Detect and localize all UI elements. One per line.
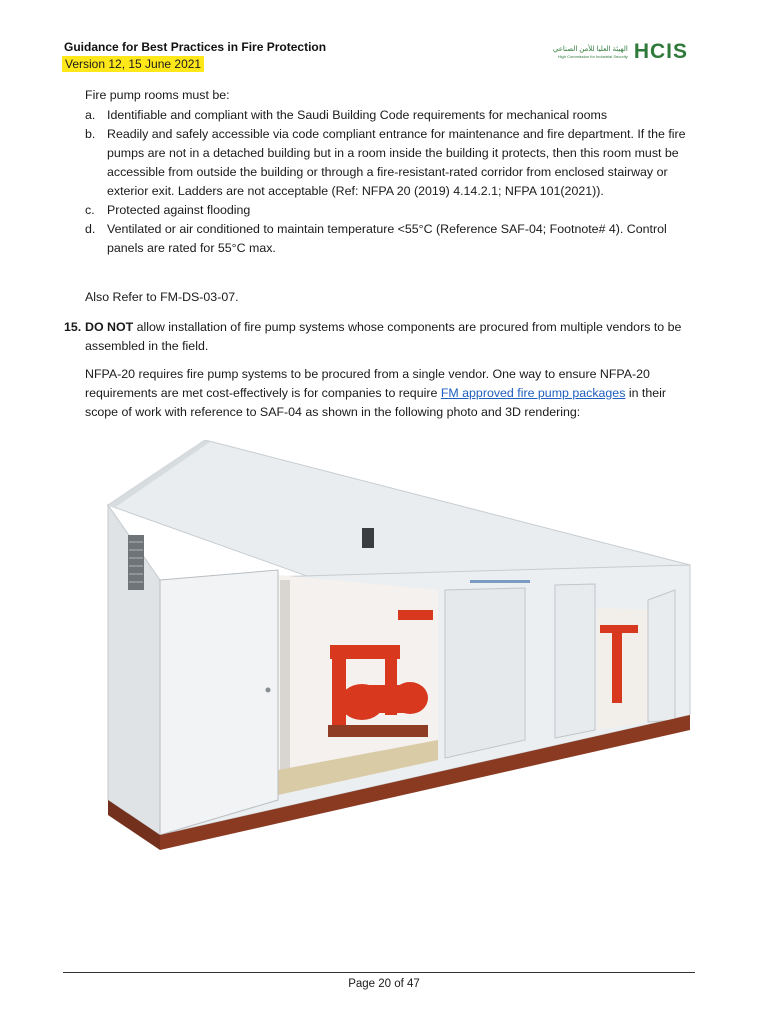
footer-divider: [63, 972, 695, 973]
logo-mark: HCIS: [633, 40, 688, 63]
list-item-text: Identifiable and compliant with the Saudi Building Code requirements for mechanical rooms: [107, 108, 608, 122]
list-item: [85, 220, 695, 258]
item-15-bold: DO NOT: [85, 320, 134, 334]
list-item-text: Ventilated or air conditioned to maintain temperature <55°C (Reference SAF-04; Footnote# 4). Control panels are rated for 55°C max.: [107, 222, 667, 255]
requirements-list: [85, 106, 695, 258]
logo-english-text: High Commission for Industrial Security: [557, 53, 628, 59]
list-item: [85, 125, 695, 201]
item-15: [64, 318, 694, 356]
paragraph-after-link: in their scope of work with reference to SAF-04 as shown in the following photo and 3D rendering:: [85, 386, 667, 419]
item-15-text: [85, 318, 694, 356]
list-item: [85, 106, 695, 125]
item-15-rest: allow installation of fire pump systems whose components are procured from multiple vendors to be assembled in the field.: [85, 320, 682, 353]
also-refer-text: Also Refer to FM-DS-03-07.: [85, 290, 239, 304]
intro-text: Fire pump rooms must be:: [85, 88, 230, 102]
list-item-text: Readily and safely accessible via code compliant entrance for maintenance and fire department. If the fire pumps are not in a detached building but in a room inside the building it protects, then this room must be accessible from outside the building or through a fire-resistant-rated corridor from enclosed stairway or exterior exit. Ladders are not acceptable (Ref: NFPA 20 (2019) 4.14.2.1; NFPA 101(2021)).: [107, 127, 686, 198]
paragraph-before-link: NFPA-20 requires fire pump systems to be procured from a single vendor. One way to ensure NFPA-20 requirements are met cost-effectively is for companies to require: [85, 367, 650, 400]
list-marker: a.: [85, 108, 96, 122]
list-marker: d.: [85, 222, 96, 236]
vendor-paragraph: [85, 365, 697, 422]
fire-pump-package-photo: [100, 440, 700, 850]
list-marker: b.: [85, 127, 96, 141]
page-number: Page 20 of 47: [348, 978, 420, 990]
logo-arabic-text: الهيئة العليا للأمن الصناعي: [552, 45, 628, 53]
list-marker: c.: [85, 203, 95, 217]
hcis-logo: [553, 40, 688, 64]
document-title: Guidance for Best Practices in Fire Protection: [64, 40, 327, 54]
item-15-number: 15.: [64, 320, 82, 334]
list-item: [85, 201, 695, 220]
fm-approved-link[interactable]: FM approved fire pump packages: [440, 386, 626, 400]
version-label: Version 12, 15 June 2021: [62, 56, 204, 72]
list-item-text: Protected against flooding: [107, 203, 251, 217]
